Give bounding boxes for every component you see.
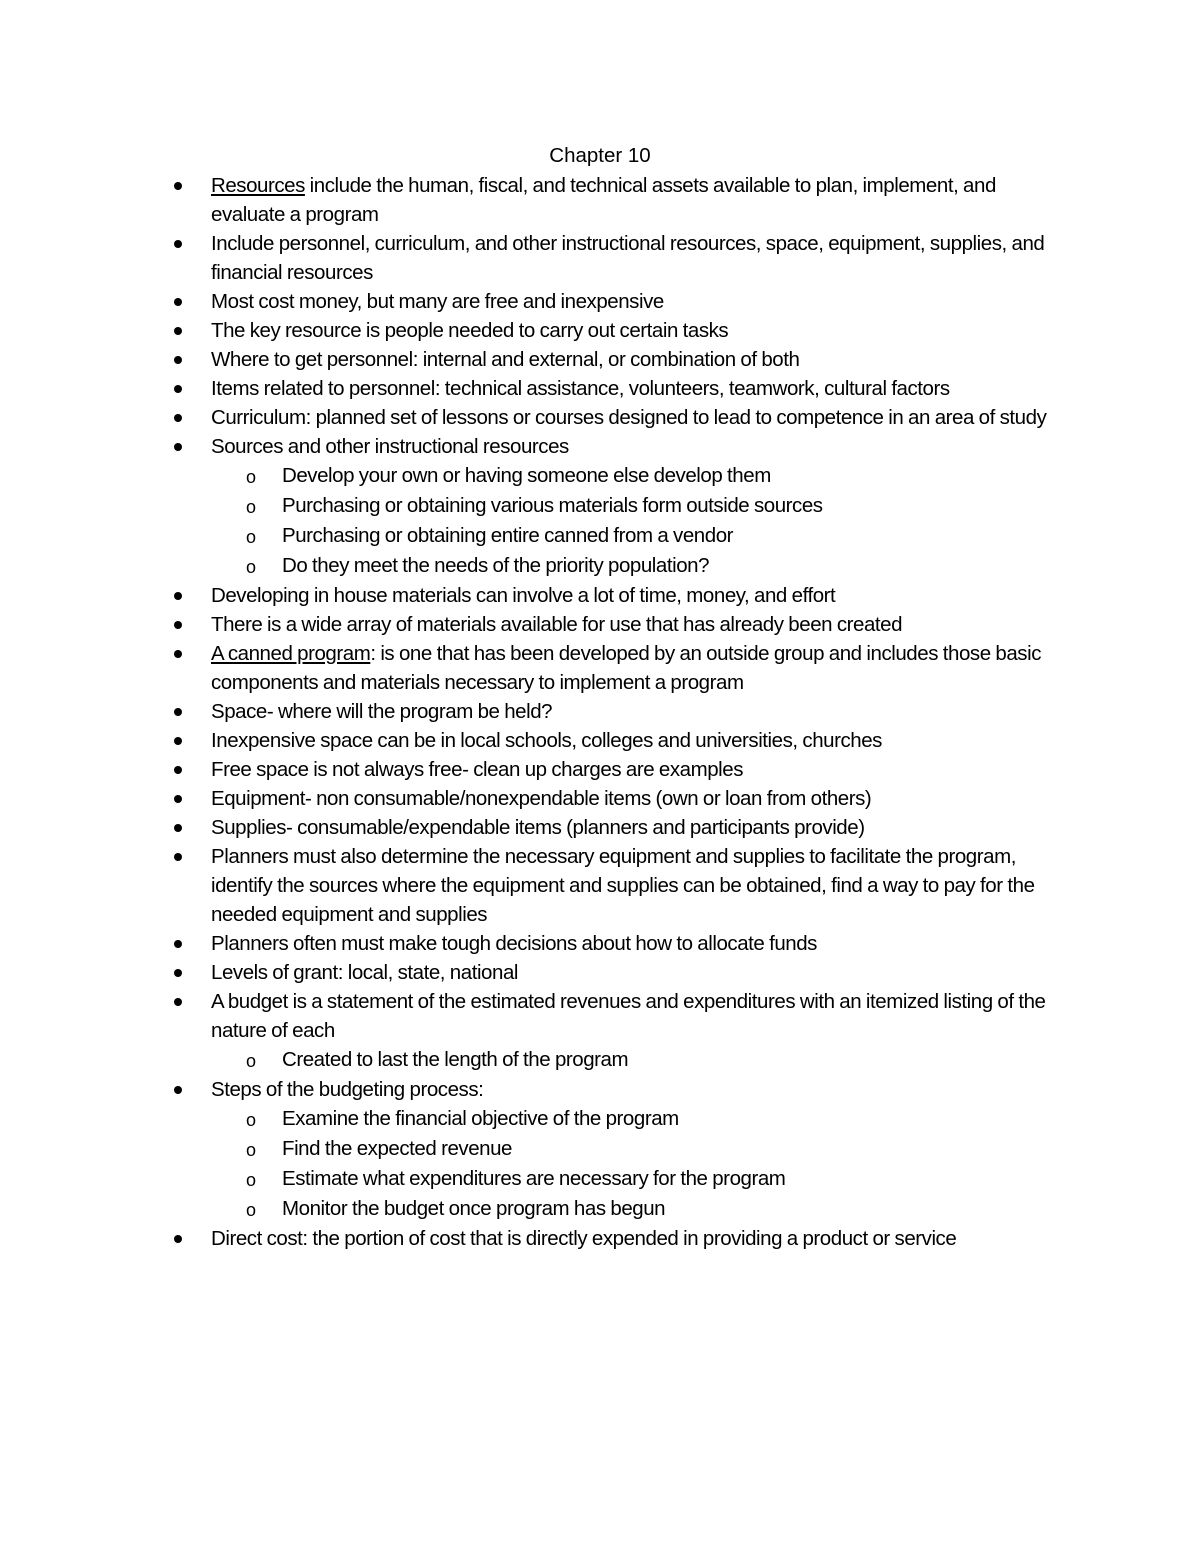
circle-bullet-icon: o	[246, 527, 256, 547]
sub-list-item	[0, 1045, 1065, 1075]
list-item-text: Sources and other instructional resources	[211, 435, 569, 458]
bullet-icon	[174, 298, 182, 306]
notes-list	[0, 171, 1200, 1253]
list-item	[0, 432, 1200, 581]
list-item	[0, 610, 1200, 639]
bullet-icon	[174, 737, 182, 745]
list-item-text: : is one that has been developed by an outside group and includes those basic components and materials necessary to implement a program	[211, 642, 1041, 694]
sub-list	[211, 1045, 1065, 1075]
list-item	[0, 987, 1200, 1075]
bullet-icon	[174, 1086, 182, 1094]
bullet-icon	[174, 327, 182, 335]
page-title: Chapter 10	[549, 144, 651, 167]
sub-list	[211, 461, 1065, 581]
list-item	[0, 697, 1200, 726]
list-item-text: The key resource is people needed to carry out certain tasks	[211, 319, 729, 342]
list-item-text: Free space is not always free- clean up charges are examples	[211, 758, 744, 781]
bullet-icon	[174, 795, 182, 803]
circle-bullet-icon: o	[246, 1200, 256, 1220]
list-item-text: Planners often must make tough decisions about how to allocate funds	[211, 932, 817, 955]
list-item-text: Where to get personnel: internal and external, or combination of both	[211, 348, 800, 371]
sub-list-item-text: Estimate what expenditures are necessary for the program	[282, 1167, 786, 1190]
sub-list-item	[0, 1104, 1065, 1134]
circle-bullet-icon: o	[246, 1170, 256, 1190]
list-item	[0, 316, 1200, 345]
list-item-text: A budget is a statement of the estimated revenues and expenditures with an itemized listing of the nature of each	[211, 990, 1046, 1042]
underlined-term: A canned program	[211, 642, 371, 665]
sub-list-item-text: Purchasing or obtaining entire canned from a vendor	[282, 524, 734, 547]
circle-bullet-icon: o	[246, 1110, 256, 1130]
circle-bullet-icon: o	[246, 1140, 256, 1160]
list-item	[0, 403, 1200, 432]
sub-list	[211, 1104, 1065, 1224]
list-item-text: Levels of grant: local, state, national	[211, 961, 519, 984]
sub-list-item	[0, 461, 1065, 491]
bullet-icon	[174, 443, 182, 451]
bullet-icon	[174, 182, 182, 190]
bullet-icon	[174, 969, 182, 977]
list-item-text: Developing in house materials can involve a lot of time, money, and effort	[211, 584, 836, 607]
list-item	[0, 1075, 1200, 1224]
bullet-icon	[174, 356, 182, 364]
list-item-text: Inexpensive space can be in local schools, colleges and universities, churches	[211, 729, 882, 752]
sub-list-item-text: Do they meet the needs of the priority population?	[282, 554, 710, 577]
list-item-text: Space- where will the program be held?	[211, 700, 553, 723]
list-item-text: Planners must also determine the necessary equipment and supplies to facilitate the program, identify the sources where the equipment and supplies can be obtained, find a way to pay for the needed equipment and supplies	[211, 845, 1035, 926]
sub-list-item-text: Purchasing or obtaining various materials form outside sources	[282, 494, 823, 517]
bullet-icon	[174, 940, 182, 948]
bullet-icon	[174, 708, 182, 716]
circle-bullet-icon: o	[246, 557, 256, 577]
list-item-text: Direct cost: the portion of cost that is directly expended in providing a product or service	[211, 1227, 957, 1250]
sub-list-item-text: Find the expected revenue	[282, 1137, 512, 1160]
list-item-text: Supplies- consumable/expendable items (planners and participants provide)	[211, 816, 865, 839]
sub-list-item	[0, 1134, 1065, 1164]
list-item-text: Include personnel, curriculum, and other instructional resources, space, equipment, supplies, and financial resources	[211, 232, 1045, 284]
list-item	[0, 726, 1200, 755]
list-item	[0, 581, 1200, 610]
list-item	[0, 171, 1200, 229]
bullet-icon	[174, 853, 182, 861]
bullet-icon	[174, 766, 182, 774]
sub-list-item-text: Created to last the length of the program	[282, 1048, 629, 1071]
bullet-icon	[174, 414, 182, 422]
sub-list-item	[0, 491, 1065, 521]
bullet-icon	[174, 592, 182, 600]
list-item-text: Curriculum: planned set of lessons or courses designed to lead to competence in an area of study	[211, 406, 1047, 429]
list-item	[0, 842, 1200, 929]
bullet-icon	[174, 621, 182, 629]
bullet-icon	[174, 824, 182, 832]
bullet-icon	[174, 240, 182, 248]
sub-list-item-text: Develop your own or having someone else develop them	[282, 464, 771, 487]
circle-bullet-icon: o	[246, 467, 256, 487]
sub-list-item-text: Monitor the budget once program has begun	[282, 1197, 666, 1220]
list-item	[0, 784, 1200, 813]
sub-list-item	[0, 521, 1065, 551]
sub-list-item-text: Examine the financial objective of the program	[282, 1107, 679, 1130]
bullet-icon	[174, 1235, 182, 1243]
bullet-icon	[174, 650, 182, 658]
sub-list-item	[0, 1164, 1065, 1194]
list-item	[0, 374, 1200, 403]
list-item	[0, 229, 1200, 287]
sub-list-item	[0, 551, 1065, 581]
list-item	[0, 639, 1200, 697]
list-item	[0, 929, 1200, 958]
sub-list-item	[0, 1194, 1065, 1224]
list-item-text: Equipment- non consumable/nonexpendable items (own or loan from others)	[211, 787, 872, 810]
circle-bullet-icon: o	[246, 497, 256, 517]
list-item	[0, 345, 1200, 374]
list-item	[0, 287, 1200, 316]
bullet-icon	[174, 385, 182, 393]
list-item	[0, 813, 1200, 842]
list-item-text: Items related to personnel: technical assistance, volunteers, teamwork, cultural factors	[211, 377, 950, 400]
list-item-text: include the human, fiscal, and technical assets available to plan, implement, and evaluate a program	[211, 174, 996, 226]
list-item-text: Steps of the budgeting process:	[211, 1078, 484, 1101]
list-item	[0, 958, 1200, 987]
bullet-icon	[174, 998, 182, 1006]
list-item	[0, 755, 1200, 784]
list-item-text: Most cost money, but many are free and inexpensive	[211, 290, 664, 313]
list-item	[0, 1224, 1200, 1253]
list-item-text: There is a wide array of materials available for use that has already been created	[211, 613, 903, 636]
underlined-term: Resources	[211, 174, 305, 197]
circle-bullet-icon: o	[246, 1051, 256, 1071]
